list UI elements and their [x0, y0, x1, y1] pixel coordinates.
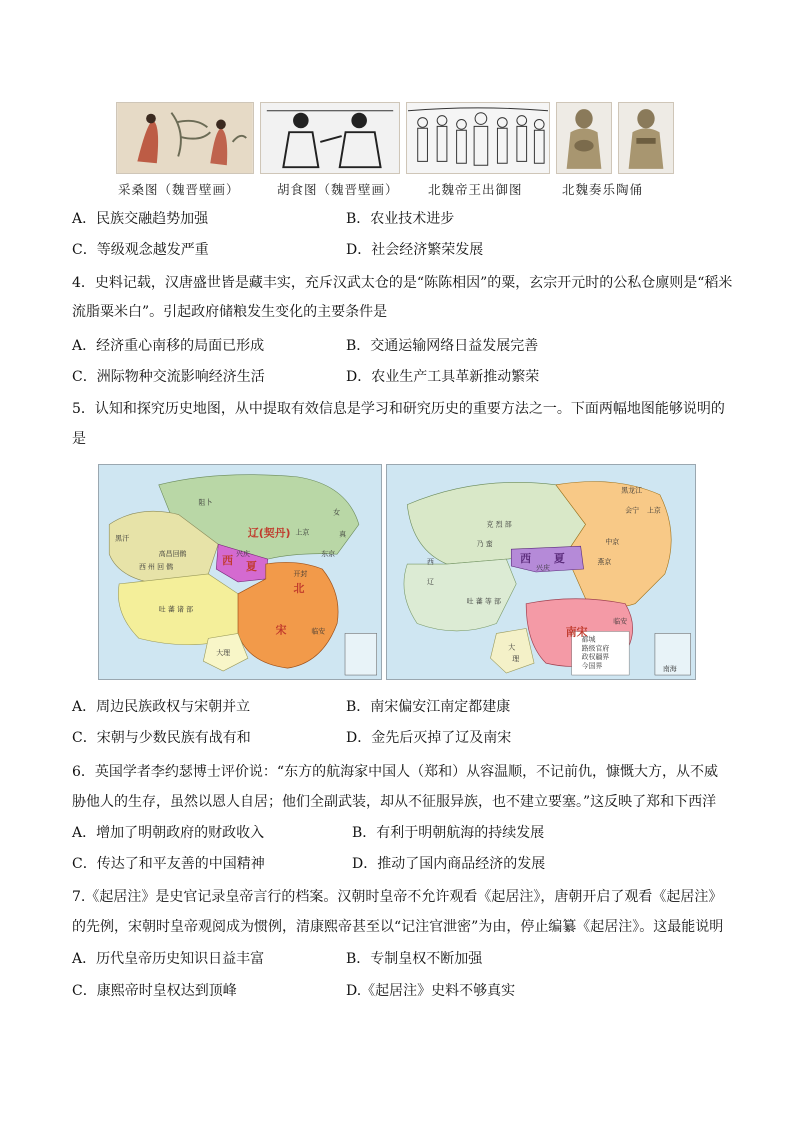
- q3-option-c[interactable]: C．等级观念越发严重: [72, 242, 209, 258]
- map1-label-heihan: 黑汗: [115, 534, 130, 543]
- map2-legend-capital: 都城: [581, 635, 596, 644]
- mulberry-picking-mural-image: [116, 102, 254, 174]
- northern-wei-emperor-procession-image: [406, 102, 550, 174]
- q6-stem-line-1: 6．英国学者李约瑟博士评价说：“东方的航海家中国人（郑和）从容温顺，不记前仇，慷慨大方，从不威: [72, 764, 719, 780]
- map1-label-gaochang: 高昌回鹘: [158, 550, 187, 559]
- q4-option-a[interactable]: A．经济重心南移的局面已形成: [72, 338, 265, 354]
- q3-option-a[interactable]: A．民族交融趋势加强: [72, 211, 209, 227]
- q5-option-c[interactable]: C．宋朝与少数民族有战有和: [72, 730, 251, 746]
- map-northern-song-era: [98, 464, 382, 680]
- map2-label-xiliao-xi: 西: [427, 558, 434, 567]
- map2-label-linan: 临安: [613, 617, 628, 626]
- map2-label-kelie: 克 烈 部: [486, 520, 512, 529]
- map2-label-zhongjing: 中京: [605, 538, 620, 547]
- musician-figurine-image-1: [556, 102, 612, 174]
- map1-label-xizhou: 西 州 回 鹘: [138, 563, 174, 572]
- caption-hu-food: 胡食图（魏晋壁画）: [277, 182, 399, 197]
- q4-option-c[interactable]: C．洲际物种交流影响经济生活: [72, 369, 265, 385]
- q4-stem-line-2: 流脂粟米白”。引起政府储粮发生变化的主要条件是: [72, 304, 388, 320]
- hu-food-mural-image: [260, 102, 400, 174]
- map2-label-tibet: 吐 蕃 等 部: [466, 597, 501, 606]
- map2-label-xi: 西: [520, 552, 532, 566]
- map1-label-dali: 大理: [216, 649, 231, 658]
- caption-mulberry-picking: 采桑图（魏晋壁画）: [118, 182, 240, 197]
- map1-label-song: 宋: [275, 623, 287, 637]
- map2-label-da: 大: [508, 643, 516, 652]
- map2-legend-national-border: 今国界: [581, 662, 603, 671]
- q5-stem-line-2: 是: [72, 431, 86, 447]
- map1-label-linan: 临安: [311, 627, 326, 636]
- map1-label-bei: 北: [293, 581, 305, 595]
- map2-legend-border: 政权疆界: [581, 653, 610, 662]
- caption-emperor-procession: 北魏帝王出御图: [428, 182, 523, 197]
- map2-label-heilongjiang: 黑龙江: [621, 486, 643, 495]
- map2-label-yanjing: 燕京: [597, 558, 612, 567]
- musician-figurine-image-2: [618, 102, 674, 174]
- map1-label-dongjing: 东京: [321, 550, 336, 559]
- map2-label-shangjing: 上京: [647, 506, 661, 515]
- map2-label-xia: 夏: [553, 552, 565, 566]
- map1-label-shangjing: 上京: [295, 528, 310, 537]
- q6-option-b[interactable]: B．有利于明朝航海的持续发展: [352, 825, 545, 841]
- q7-option-c[interactable]: C．康熙帝时皇权达到顶峰: [72, 983, 237, 999]
- map-southern-song-era: [386, 464, 696, 680]
- map1-label-xi: 西: [222, 554, 234, 568]
- q4-stem-line-1: 4．史料记载，汉唐盛世皆是藏丰实，充斥汉武太仓的是“陈陈相因”的粟，玄宗开元时的公私仓廪则是“稻米: [72, 275, 733, 291]
- map2-label-xiliao-liao: 辽: [427, 577, 434, 586]
- map2-label-li: 理: [512, 655, 520, 664]
- map2-label-naiman: 乃 蛮: [476, 540, 493, 549]
- map2-label-nansong: 南宋: [565, 625, 588, 639]
- q6-option-d[interactable]: D．推动了国内商品经济的发展: [352, 856, 546, 872]
- q3-option-b[interactable]: B．农业技术进步: [346, 211, 455, 227]
- q7-stem-line-2: 的先例，宋朝时皇帝观阅成为惯例，清康熙帝甚至以“记注官泄密”为由，停止编纂《起居注》。这最能说明: [72, 919, 724, 935]
- q4-option-d[interactable]: D．农业生产工具革新推动繁荣: [346, 369, 540, 385]
- map1-label-zhen: 真: [339, 530, 346, 539]
- q5-option-d[interactable]: D．金先后灭掉了辽及南宋: [346, 730, 512, 746]
- map1-label-zubu: 阻卜: [198, 498, 213, 507]
- q7-option-a[interactable]: A．历代皇帝历史知识日益丰富: [72, 951, 265, 967]
- q5-option-a[interactable]: A．周边民族政权与宋朝并立: [72, 699, 251, 715]
- map2-legend-office: 路级官府: [581, 644, 610, 653]
- map1-label-tibet: 吐 蕃 诸 部: [158, 605, 194, 614]
- map1-label-liao: 辽(契丹): [247, 526, 291, 540]
- map2-label-nanhai: 南海: [662, 665, 677, 674]
- map1-label-xingqing: 兴庆: [236, 550, 250, 559]
- image-strip: [116, 102, 676, 174]
- q6-option-a[interactable]: A．增加了明朝政府的财政收入: [72, 825, 265, 841]
- q5-stem-line-1: 5．认知和探究历史地图，从中提取有效信息是学习和研究历史的重要方法之一。下面两幅地图能够说明的: [72, 401, 725, 417]
- map1-label-xia: 夏: [245, 560, 257, 574]
- q6-stem-line-2: 胁他人的生存，虽然以恩人自居；他们全副武装，却从不征服异族，也不建立要塞。”这反映了郑和下西洋: [72, 794, 717, 810]
- q7-option-d[interactable]: D.《起居注》史料不够真实: [346, 983, 516, 999]
- q4-option-b[interactable]: B．交通运输网络日益发展完善: [346, 338, 539, 354]
- q5-option-b[interactable]: B．南宋偏安江南定都建康: [346, 699, 511, 715]
- map1-label-nv: 女: [333, 508, 341, 517]
- caption-musician-figurine: 北魏奏乐陶俑: [562, 182, 644, 197]
- q7-stem-line-1: 7.《起居注》是史官记录皇帝言行的档案。汉朝时皇帝不允许观看《起居注》，唐朝开启了观看《起居注》: [72, 889, 723, 905]
- map2-label-huining: 会宁: [625, 506, 640, 515]
- map1-label-kaifeng: 开封: [293, 569, 308, 578]
- q3-option-d[interactable]: D．社会经济繁荣发展: [346, 242, 484, 258]
- map2-label-xingqing: 兴庆: [536, 564, 550, 573]
- q6-option-c[interactable]: C．传达了和平友善的中国精神: [72, 856, 265, 872]
- q7-option-b[interactable]: B．专制皇权不断加强: [346, 951, 483, 967]
